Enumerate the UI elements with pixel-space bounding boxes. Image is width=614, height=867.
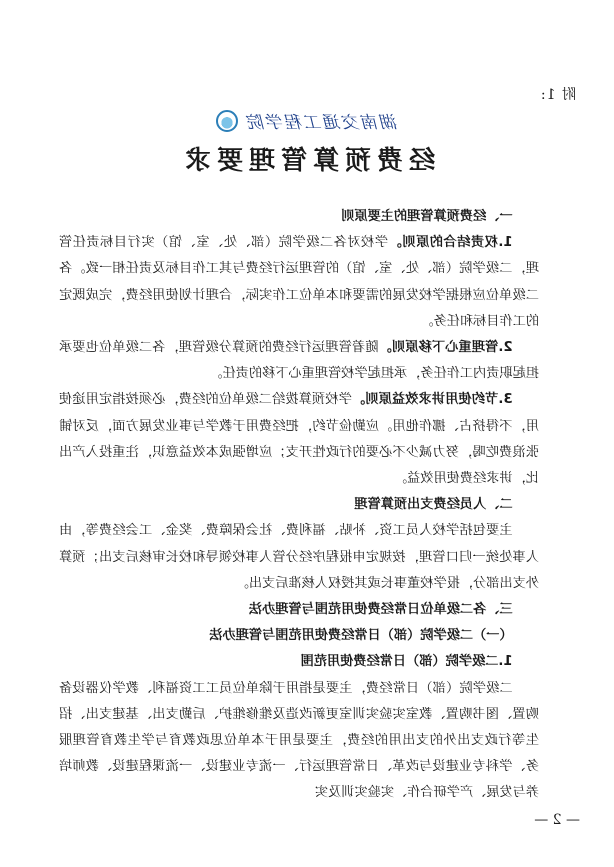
paragraph: 主要包括学校人员工资、补贴、福利费、社会保障费、奖金、工会经费等，由人事处统一归口管理，按规定申报程序经分管人事校领导和校长审核后支出；预算外支出部分，报学校董事长或其授权人核准后支出。 — [59, 523, 539, 591]
subsection-heading: （一）二级学院（部）日常经费使用范围与管理办法 — [209, 628, 513, 644]
document-body — [59, 204, 539, 807]
page-number: — 2 — — [534, 812, 580, 828]
paragraph-lead: 2.管理重心下移原则。 — [378, 340, 513, 356]
school-name: 湖南交通工程学院 — [246, 113, 398, 133]
paragraph-lead: 3.节约使用讲求效益原则。 — [351, 392, 513, 408]
section-heading: 一、经费预算管理的主要原则 — [341, 209, 513, 224]
paragraph-text: 学校对各二级学院（部、处、室、馆）实行目标责任管理，二级学院（部、处、室、馆）的管理运行经费与其工作目标及责任相一致。各二级单位应根据学校发展的需要和本单位工作实际，合理计划使用经费，完成既定的工作目标和任务。 — [58, 235, 539, 329]
paragraph — [59, 230, 539, 335]
paragraph-text: 学校预算拨给二级单位的经费，必须按指定用途使用，不得挤占、挪作他用。应勤俭节约，把经费用于教学与事业发展方面，反对铺张浪费吃喝，努力减少不必要的行政性开支；应增强成本效益意识，注重投入产出比，讲求经费使用效益。 — [58, 392, 539, 487]
paragraph-lead: 1.权责结合的原则。 — [388, 235, 513, 251]
subsection-heading: 1.二级学院（部）日常经费使用范围 — [300, 654, 513, 670]
attachment-label: 附 1: — [539, 87, 576, 103]
paragraph: 二级学院（部）日常经费，主要是指用于除单位员工工资福利、教学仪器设备购置、图书购置、教室实验实训室更新改造及维修维护、后勤支出、基建支出、招生等行政支出外的支出用的经费，主要是用于本单位思政教育与学生教育管理服务、学科专业建设与改革、日常管理运行、一流专业建设、一流课程建设、教师培养与发展、产学研合作、实验实训及实 — [59, 680, 539, 801]
paragraph — [59, 387, 539, 492]
section-heading: 二、人员经费支出预算管理 — [354, 497, 513, 513]
paragraph — [59, 335, 539, 387]
paragraph-text: 随着管理运行经费的预算分级管理，各二级单位也要承担起职责内工作任务，承担起学校管理重心下移的责任。 — [59, 340, 539, 382]
school-logo-icon — [216, 110, 238, 132]
document-title: 经费预算管理要求 — [179, 146, 436, 176]
section-heading: 三、各二级单位日常经费使用范围与管理办法 — [248, 602, 513, 618]
document-header — [0, 108, 614, 133]
